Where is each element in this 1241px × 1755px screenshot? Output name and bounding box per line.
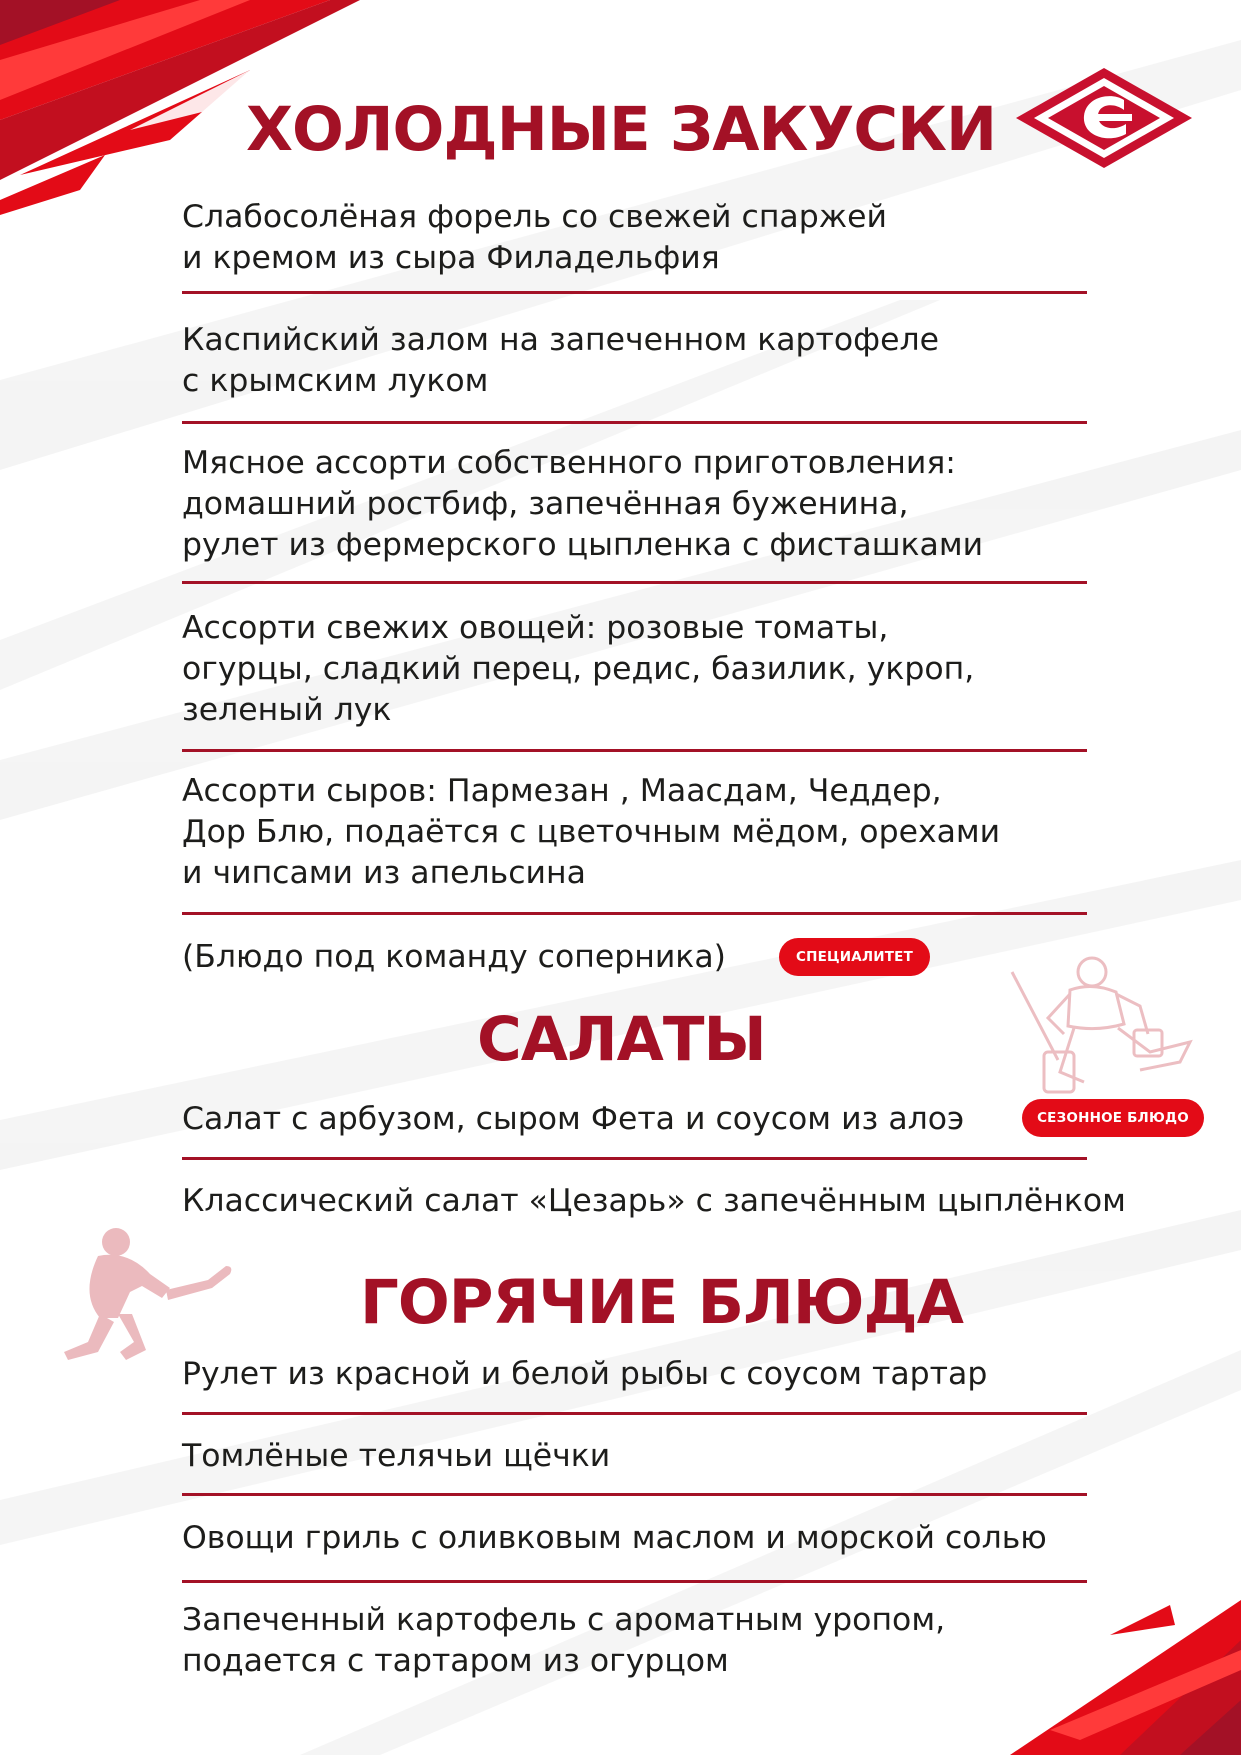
- specialty-badge: СПЕЦИАЛИТЕТ: [779, 938, 930, 976]
- menu-item-fish-roll: Рулет из красной и белой рыбы с соусом тартар: [182, 1356, 988, 1392]
- seasonal-badge: СЕЗОННОЕ БЛЮДО: [1022, 1099, 1204, 1137]
- divider: [182, 1412, 1087, 1415]
- divider: [182, 912, 1087, 915]
- section-title-salads: САЛАТЫ: [477, 1004, 766, 1075]
- divider: [182, 1157, 1087, 1160]
- menu-item-grilled-vegetables: Овощи гриль с оливковым маслом и морской солью: [182, 1520, 1047, 1556]
- menu-item-trout: Слабосолёная форель со свежей спаржей и кремом из сыра Филадельфия: [182, 199, 887, 276]
- divider: [182, 581, 1087, 584]
- menu-item-vegetable-platter: Ассорти свежих овощей: розовые томаты, огурцы, сладкий перец, редис, базилик, укроп, зеленый лук: [182, 610, 975, 728]
- menu-item-meat-platter: Мясное ассорти собственного приготовления: домашний ростбиф, запечённая буженина, рулет из фермерского цыпленка с фисташками: [182, 445, 984, 563]
- divider: [182, 291, 1087, 294]
- spartak-diamond-logo-icon: [1014, 66, 1194, 170]
- menu-item-watermelon-salad: Салат с арбузом, сыром Фета и соусом из алоэ: [182, 1101, 965, 1137]
- menu-item-cheese-platter: Ассорти сыров: Пармезан , Маасдам, Чеддер, Дор Блю, подаётся с цветочным мёдом, орехами и чипсами из апельсина: [182, 773, 1001, 891]
- divider: [182, 1493, 1087, 1496]
- menu-item-veal-cheeks: Томлёные телячьи щёчки: [182, 1438, 611, 1474]
- hockey-goalie-silhouette-icon: [1000, 942, 1200, 1102]
- menu-item-opponent-dish: (Блюдо под команду соперника): [182, 939, 726, 975]
- menu-item-baked-potato: Запеченный картофель с ароматным уропом, подается с тартаром из огурцом: [182, 1602, 946, 1679]
- menu-item-herring: Каспийский залом на запеченном картофеле с крымским луком: [182, 322, 939, 399]
- menu-item-caesar-salad: Классический салат «Цезарь» с запечённым цыплёнком: [182, 1183, 1126, 1219]
- hockey-player-silhouette-icon: [58, 1222, 238, 1362]
- section-title-hot-dishes: ГОРЯЧИЕ БЛЮДА: [360, 1267, 963, 1338]
- divider: [182, 749, 1087, 752]
- divider: [182, 421, 1087, 424]
- divider: [182, 1580, 1087, 1583]
- section-title-cold-appetizers: ХОЛОДНЫЕ ЗАКУСКИ: [246, 94, 997, 165]
